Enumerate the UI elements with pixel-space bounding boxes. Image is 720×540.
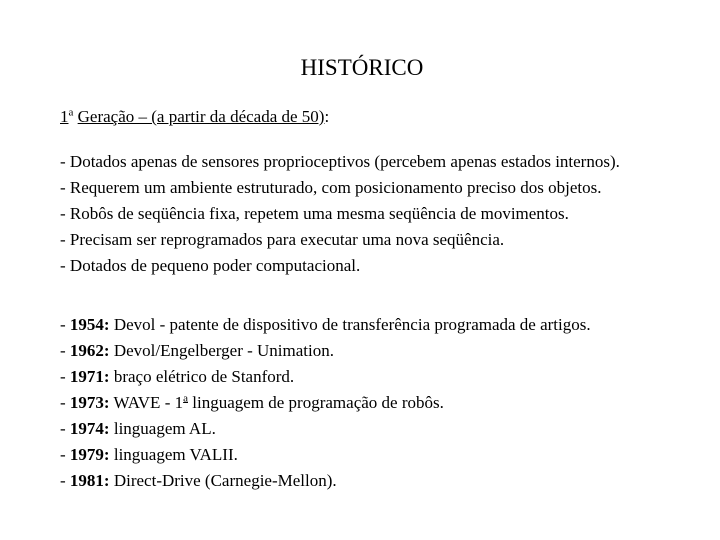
- section-heading-text: Geração – (a partir da década de 50): [77, 107, 325, 126]
- section-colon: :: [324, 107, 330, 126]
- page-title: HISTÓRICO: [300, 55, 424, 80]
- section-ordinal: a: [68, 106, 74, 119]
- timeline-year: 1971:: [69, 367, 110, 386]
- timeline-bullet: -: [60, 393, 70, 412]
- timeline-bullet: -: [60, 445, 70, 464]
- timeline-year: 1974:: [69, 419, 110, 438]
- timeline-bullet: -: [60, 341, 70, 360]
- timeline-text: WAVE - 1: [109, 393, 184, 412]
- timeline-year: 1973:: [69, 393, 110, 412]
- timeline-text: linguagem VALII.: [109, 445, 238, 464]
- timeline-ordinal: a: [183, 392, 188, 405]
- timeline-year: 1954:: [69, 315, 110, 334]
- timeline-bullet: -: [60, 419, 70, 438]
- timeline-text: linguagem de programação de robôs.: [188, 393, 444, 412]
- timeline-list: [60, 312, 591, 494]
- timeline-item: [60, 338, 591, 364]
- timeline-text: Devol/Engelberger - Unimation.: [109, 341, 334, 360]
- characteristic-item: - Requerem um ambiente estruturado, com posicionamento preciso dos objetos.: [60, 178, 602, 197]
- timeline-text: linguagem AL.: [109, 419, 216, 438]
- timeline-bullet: -: [60, 471, 70, 490]
- characteristic-item: - Dotados apenas de sensores proprioceptivos (percebem apenas estados internos).: [60, 152, 620, 171]
- timeline-item: [60, 312, 591, 338]
- timeline-item: [60, 364, 591, 390]
- timeline-item: [60, 442, 591, 468]
- characteristics-list: [60, 149, 620, 279]
- characteristic-item: - Precisam ser reprogramados para executar uma nova seqüência.: [60, 230, 505, 249]
- characteristic-item: - Robôs de seqüência fixa, repetem uma mesma seqüência de movimentos.: [60, 204, 569, 223]
- timeline-item: [60, 390, 591, 416]
- timeline-year: 1981:: [69, 471, 110, 490]
- section-number: 1: [60, 107, 69, 126]
- timeline-bullet: -: [60, 315, 70, 334]
- timeline-text: Direct-Drive (Carnegie-Mellon).: [109, 471, 337, 490]
- timeline-year: 1962:: [69, 341, 110, 360]
- timeline-year: 1979:: [69, 445, 110, 464]
- timeline-text: braço elétrico de Stanford.: [109, 367, 295, 386]
- timeline-item: [60, 416, 591, 442]
- characteristic-item: - Dotados de pequeno poder computacional.: [60, 256, 361, 275]
- timeline-text: Devol - patente de dispositivo de transferência programada de artigos.: [109, 315, 591, 334]
- timeline-bullet: -: [60, 367, 70, 386]
- section-heading: [60, 106, 329, 128]
- timeline-item: [60, 468, 591, 494]
